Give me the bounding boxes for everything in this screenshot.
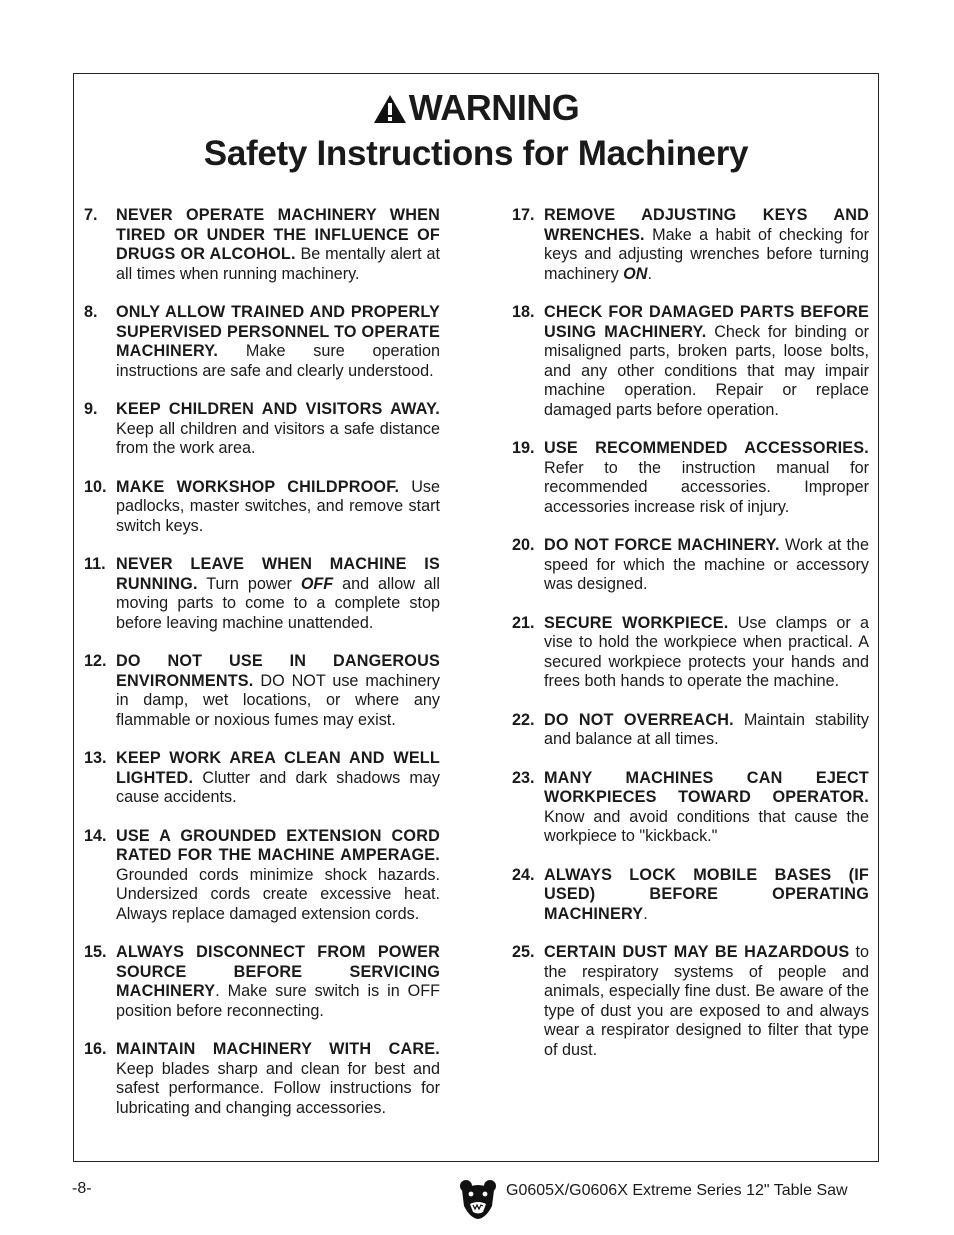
item-heading: MANY MACHINES CAN EJECT WORKPIECES TOWARD OPERATOR. bbox=[544, 768, 869, 806]
item-number: 22. bbox=[512, 710, 535, 729]
item-text: Make a habit of checking for keys and adjusting wrenches before turning machinery bbox=[544, 225, 869, 283]
item-text: . Make sure switch is in OFF position before reconnecting. bbox=[116, 982, 440, 1020]
item-text: Use padlocks, master switches, and remove start switch keys. bbox=[116, 477, 440, 535]
instruction-item bbox=[512, 866, 869, 925]
item-text: Turn power bbox=[197, 574, 301, 593]
item-heading: USE A GROUNDED EXTENSION CORD RATED FOR THE MACHINE AMPERAGE. bbox=[116, 826, 440, 864]
item-text: Clutter and dark shadows may cause accidents. bbox=[116, 768, 440, 806]
item-emphasis: OFF bbox=[300, 574, 334, 593]
item-heading: DO NOT USE IN DANGEROUS ENVIRONMENTS. bbox=[116, 652, 440, 690]
item-text-continued: . bbox=[647, 264, 652, 283]
item-number: 15. bbox=[84, 943, 107, 961]
item-heading: KEEP WORK AREA CLEAN AND WELL LIGHTED. bbox=[116, 749, 440, 787]
item-number: 23. bbox=[512, 768, 535, 787]
item-heading: NEVER OPERATE MACHINERY WHEN TIRED OR UNDER THE INFLUENCE OF DRUGS OR ALCOHOL. bbox=[116, 206, 440, 263]
item-number: 9. bbox=[84, 400, 98, 418]
item-text: . bbox=[643, 904, 648, 923]
item-heading: ONLY ALLOW TRAINED AND PROPERLY SUPERVISED PERSONNEL TO OPERATE MACHINERY. bbox=[116, 303, 440, 360]
instruction-item bbox=[84, 303, 440, 381]
item-number: 25. bbox=[512, 943, 535, 961]
instruction-item bbox=[512, 711, 869, 750]
item-text: to the respiratory systems of people and animals, especially fine dust. Be aware of the type of dust you are exposed to and always wear a respirator designed to filter that type of dust. bbox=[544, 943, 869, 1059]
instruction-item bbox=[84, 652, 440, 730]
item-text: Be mentally alert at all times when running machinery. bbox=[116, 245, 440, 283]
instruction-item bbox=[512, 769, 869, 847]
item-text: Work at the speed for which the machine or accessory was designed. bbox=[544, 536, 870, 593]
item-heading: REMOVE ADJUSTING KEYS AND WRENCHES. bbox=[544, 206, 869, 244]
instruction-item bbox=[84, 749, 440, 808]
page-title: Safety Instructions for Machinery bbox=[203, 134, 749, 173]
item-text: Refer to the instruction manual for recommended accessories. Improper accessories increase risk of injury. bbox=[544, 458, 869, 516]
item-heading: NEVER LEAVE WHEN MACHINE IS RUNNING. bbox=[116, 555, 440, 593]
item-text: Make sure operation instructions are safe and clearly understood. bbox=[116, 342, 440, 380]
page-number: -8- bbox=[72, 1180, 92, 1197]
instruction-item bbox=[512, 536, 869, 595]
bear-logo-icon bbox=[458, 1178, 498, 1225]
item-heading: ALWAYS DISCONNECT FROM POWER SOURCE BEFORE SERVICING MACHINERY bbox=[116, 943, 440, 1000]
item-emphasis: ON bbox=[623, 264, 648, 283]
item-number: 16. bbox=[84, 1040, 107, 1058]
item-heading: CERTAIN DUST MAY BE HAZARDOUS bbox=[544, 943, 850, 961]
instruction-item bbox=[84, 400, 440, 459]
item-text: Know and avoid conditions that cause the workpiece to "kickback." bbox=[544, 807, 869, 845]
item-number: 18. bbox=[512, 303, 535, 321]
item-heading: CHECK FOR DAMAGED PARTS BEFORE USING MACHINERY. bbox=[544, 303, 869, 341]
item-text: Maintain stability and balance at all times. bbox=[544, 710, 869, 748]
instruction-item bbox=[84, 1040, 440, 1118]
instruction-item bbox=[84, 943, 440, 1021]
instruction-item bbox=[84, 555, 440, 633]
item-text: Grounded cords minimize shock hazards. Undersized cords create excessive heat. Always replace damaged extension cords. bbox=[116, 865, 440, 923]
item-text-continued: and allow all moving parts to come to a complete stop before leaving machine unattended. bbox=[116, 574, 440, 632]
item-number: 10. bbox=[84, 477, 107, 496]
instruction-item bbox=[84, 206, 440, 284]
instruction-item bbox=[512, 206, 869, 284]
warning-label: WARNING bbox=[408, 87, 580, 128]
item-number: 8. bbox=[84, 303, 98, 321]
instruction-item bbox=[512, 943, 869, 1060]
item-text: Keep blades sharp and clean for best and safest performance. Follow instructions for lubricating and changing accessories. bbox=[116, 1059, 440, 1117]
item-number: 19. bbox=[512, 439, 535, 457]
warning-triangle-icon bbox=[373, 94, 407, 124]
item-heading: DO NOT OVERREACH. bbox=[544, 710, 734, 729]
item-heading: MAINTAIN MACHINERY WITH CARE. bbox=[116, 1040, 440, 1058]
item-heading: USE RECOMMENDED ACCESSORIES. bbox=[544, 439, 869, 457]
item-number: 13. bbox=[84, 749, 107, 767]
item-text: Use clamps or a vise to hold the workpiece when practical. A secured workpiece protects your hands and frees both hands to operate the machine. bbox=[544, 613, 870, 690]
instruction-item bbox=[512, 439, 869, 517]
item-heading: ALWAYS LOCK MOBILE BASES (IF USED) BEFORE OPERATING MACHINERY bbox=[544, 865, 869, 923]
item-text: Keep all children and visitors a safe distance from the work area. bbox=[116, 419, 440, 457]
left-column bbox=[84, 206, 440, 1137]
item-text: DO NOT use machinery in damp, wet locations, or where any flammable or noxious fumes may exist. bbox=[116, 671, 440, 729]
warning-heading bbox=[74, 88, 878, 128]
item-number: 21. bbox=[512, 613, 535, 632]
item-number: 20. bbox=[512, 536, 535, 554]
item-number: 17. bbox=[512, 206, 535, 224]
instruction-item bbox=[512, 614, 869, 692]
item-heading: DO NOT FORCE MACHINERY. bbox=[544, 536, 780, 554]
manual-title: G0605X/G0606X Extreme Series 12" Table Saw bbox=[506, 1182, 848, 1199]
item-number: 14. bbox=[84, 826, 107, 845]
instruction-item bbox=[512, 303, 869, 420]
item-heading: MAKE WORKSHOP CHILDPROOF. bbox=[116, 477, 400, 496]
item-text: Check for binding or misaligned parts, broken parts, loose bolts, and any other conditions that may impair machine operation. Repair or replace damaged parts before operation. bbox=[544, 322, 869, 419]
instruction-item bbox=[84, 827, 440, 925]
instruction-item bbox=[84, 478, 440, 537]
item-heading: SECURE WORKPIECE. bbox=[544, 613, 729, 632]
right-column bbox=[512, 206, 869, 1079]
item-number: 12. bbox=[84, 652, 107, 670]
item-number: 24. bbox=[512, 865, 535, 884]
item-number: 7. bbox=[84, 206, 98, 224]
item-heading: KEEP CHILDREN AND VISITORS AWAY. bbox=[116, 400, 440, 418]
item-number: 11. bbox=[84, 555, 106, 573]
